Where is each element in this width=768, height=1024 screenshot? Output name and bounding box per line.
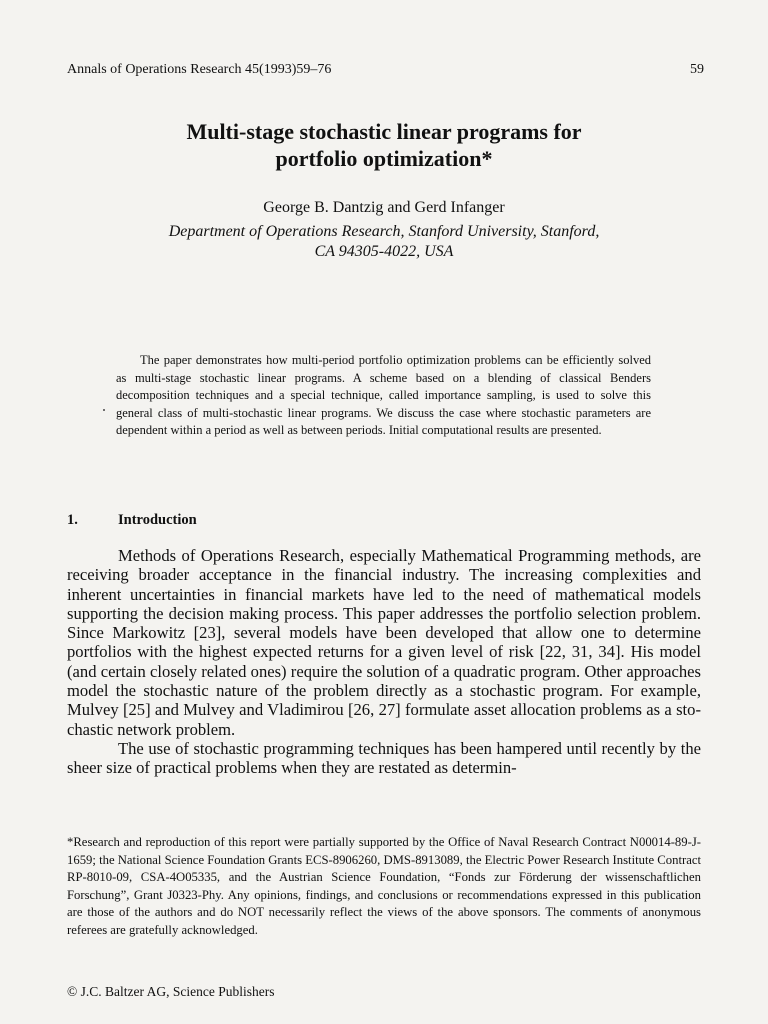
affiliation [0,222,768,262]
margin-mark [103,409,105,411]
title-line-2: portfolio optimization* [275,146,493,171]
running-head [67,62,704,78]
affiliation-line-1: Department of Operations Research, Stanford University, Stanford, [168,223,600,240]
body-text [67,546,701,778]
footnote: *Research and reproduction of this report were partially supported by the Office of Naval Research Contract N00014-89-J-1659; the National Science Foundation Grants ECS-8906260, DMS-8913089, the Electric Power Research Institute Contract RP-8010-09, CSA-4O05335, and the Austrian Science Foundation, “Fonds zur Förderung der wissenschaftlichen Forschung”, Grant J0323-Phy. Any opinions, findings, and conclusions or recommendations expressed in this publication are those of the authors and do NOT necessarily reflect the views of the above sponsors. The comments of anonymous referees are gratefully acknowledged. [67,835,701,937]
paragraph: The use of stochastic programming techniques has been hampered until recently by the sheer size of practical problems when they are restated as determin- [67,738,701,778]
section-title: Introduction [118,512,197,528]
abstract: The paper demonstrates how multi-period portfolio optimization problems can be efficiently solved as multi-stage stochastic linear programs. A scheme based on a blending of classical Benders decomposition techniques and a special technique, called importance sampling, is used to solve this general class of multi-stochastic linear programs. We discuss the case where stochastic parameters are dependent within a period as well as between periods. Initial computational results are presented. [116,353,651,437]
section-number: 1. [67,512,78,528]
paragraph: Methods of Operations Research, especially Mathematical Programming methods, are receiving broader acceptance in the financial industry. The increasing complexities and inherent uncertainties in financial markets have led to the need of mathematical models supporting the decision making process. This paper addresses the portfolio selection problem. Since Markowitz [23], several models have been developed that allow one to determine portfolios with the highest expected returns for a given level of risk [22, 31, 34]. His model (and certain closely related ones) require the solution of a quadratic program. Other approaches model the stochastic nature of the problem directly as a stochastic program. For example, Mulvey [25] and Mulvey and Vladimirou [26, 27] formulate asset allocation problems as a stochastic network problem. [67,546,701,739]
section-heading [67,512,197,529]
page-number: 59 [690,62,704,77]
copyright-notice: © J.C. Baltzer AG, Science Publishers [67,984,275,999]
authors: George B. Dantzig and Gerd Infanger [263,199,505,216]
affiliation-line-2: CA 94305-4022, USA [314,243,454,260]
journal-citation: Annals of Operations Research 45(1993)59–76 [67,62,332,77]
paper-title [0,118,768,172]
title-line-1: Multi-stage stochastic linear programs for [186,119,582,144]
